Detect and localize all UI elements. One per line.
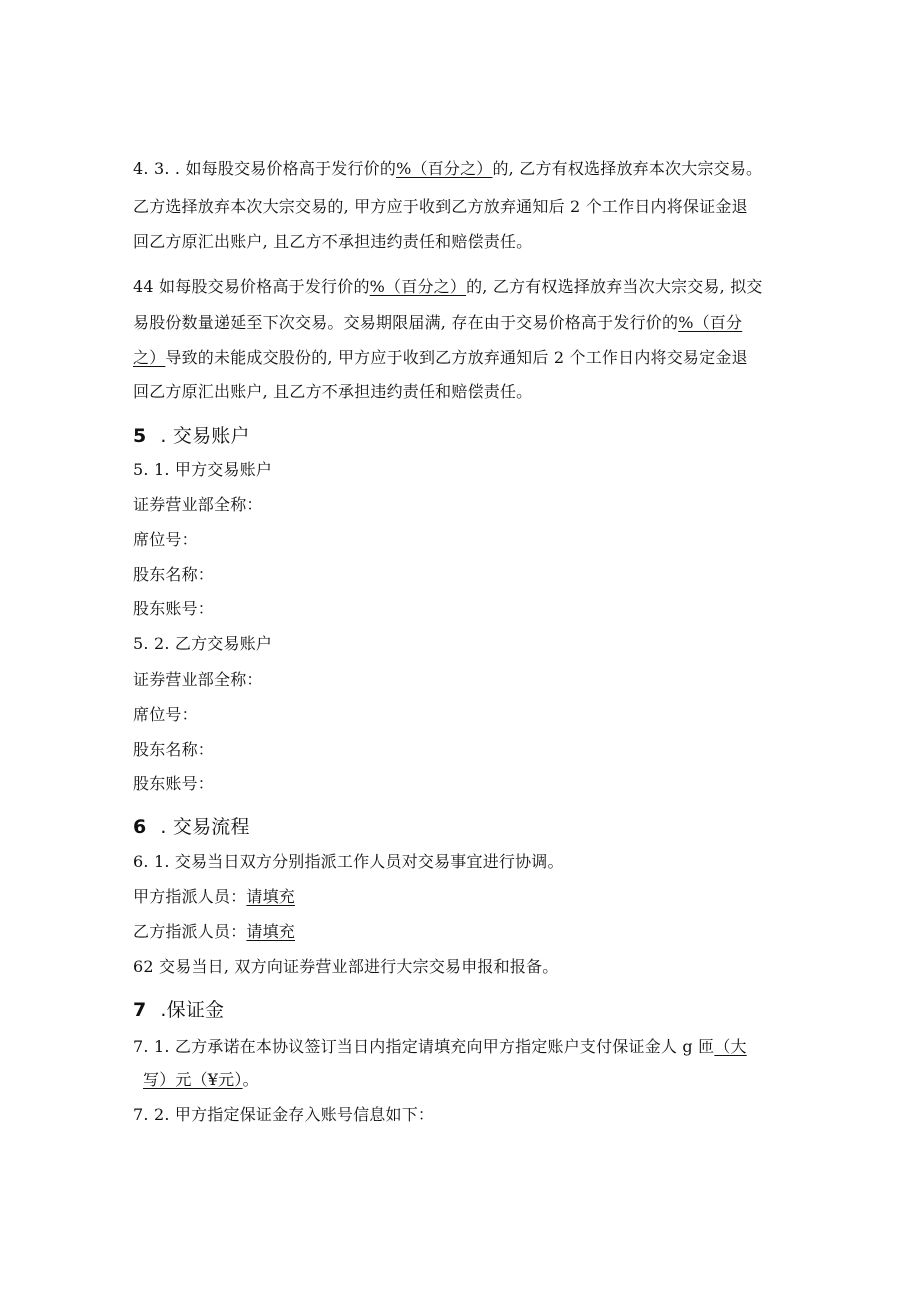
subsection-6-2: 62 交易当日, 双方向证券营业部进行大宗交易申报和报备。 [133,957,559,976]
section-7-heading [133,997,224,1023]
section-title: .保证金 [160,999,225,1021]
subsection-7-1-line-2 [143,1069,259,1091]
blank-percent: 之） [133,348,166,367]
clause-text: 导致的未能成交股份的, 甲方应于收到乙方放弃通知后 2 个工作日内将交易定金退 [165,348,748,367]
party-b-assignee [133,921,295,943]
field-label: 证券营业部全称： [133,495,263,514]
section-title: . 交易流程 [160,816,250,838]
section-6-heading [133,814,250,840]
clause-4-3-line-3: 回乙方原汇出账户, 且乙方不承担违约责任和赔偿责任。 [133,232,533,251]
clause-text: 7. 1. 乙方承诺在本协议签订当日内指定请填充向甲方指定账户支付保证金人 g 匝 [133,1037,715,1056]
clause-4-4-line-1 [133,276,763,298]
clause-text: 44 如每股交易价格高于发行价的 [133,277,370,296]
section-number: 7 [133,999,147,1021]
subsection-7-2: 7. 2. 甲方指定保证金存入账号信息如下： [133,1105,435,1124]
clause-text: 4. 3. . 如每股交易价格高于发行价的 [133,159,397,178]
fill-blank: 请填充 [246,887,296,906]
clause-text: 。 [242,1070,259,1089]
blank-percent: %（百分之） [396,159,493,178]
subsection-5-1-title: 5. 1. 甲方交易账户 [133,460,273,479]
section-title: . 交易账户 [160,425,250,447]
fill-blank: 写）元（¥元） [143,1070,243,1089]
clause-4-4-line-2 [133,312,742,334]
section-number: 6 [133,816,147,838]
clause-4-3-line-1 [133,158,762,180]
field-label: 席位号： [133,705,198,724]
subsection-5-2-title: 5. 2. 乙方交易账户 [133,634,273,653]
field-label: 股东账号： [133,774,215,793]
party-a-assignee [133,886,295,908]
field-label: 股东名称： [133,740,215,759]
fill-blank: （大 [714,1037,747,1056]
clause-text: 易股份数量递延至下次交易。交易期限届满, 存在由于交易价格高于发行价的 [133,313,679,332]
subsection-7-1-line-1 [133,1036,747,1058]
field-label: 甲方指派人员： [133,887,247,906]
blank-percent: %（百分之） [369,277,467,296]
field-label: 股东名称： [133,565,215,584]
clause-4-3-line-2: 乙方选择放弃本次大宗交易的, 甲方应于收到乙方放弃通知后 2 个工作日内将保证金退 [133,197,748,216]
fill-blank: 请填充 [246,922,296,941]
field-label: 证券营业部全称： [133,670,263,689]
clause-text: 的, 乙方有权选择放弃当次大宗交易, 拟交 [466,277,763,296]
blank-percent: %（百分 [678,313,743,332]
section-number: 5 [133,425,147,447]
section-5-heading [133,423,250,449]
field-label: 股东账号： [133,599,215,618]
field-label: 乙方指派人员： [133,922,247,941]
subsection-6-1: 6. 1. 交易当日双方分别指派工作人员对交易事宜进行协调。 [133,852,564,871]
clause-text: 的, 乙方有权选择放弃本次大宗交易。 [492,159,763,178]
clause-4-4-line-4: 回乙方原汇出账户, 且乙方不承担违约责任和赔偿责任。 [133,382,533,401]
clause-4-4-line-3 [133,347,748,369]
field-label: 席位号： [133,530,198,549]
